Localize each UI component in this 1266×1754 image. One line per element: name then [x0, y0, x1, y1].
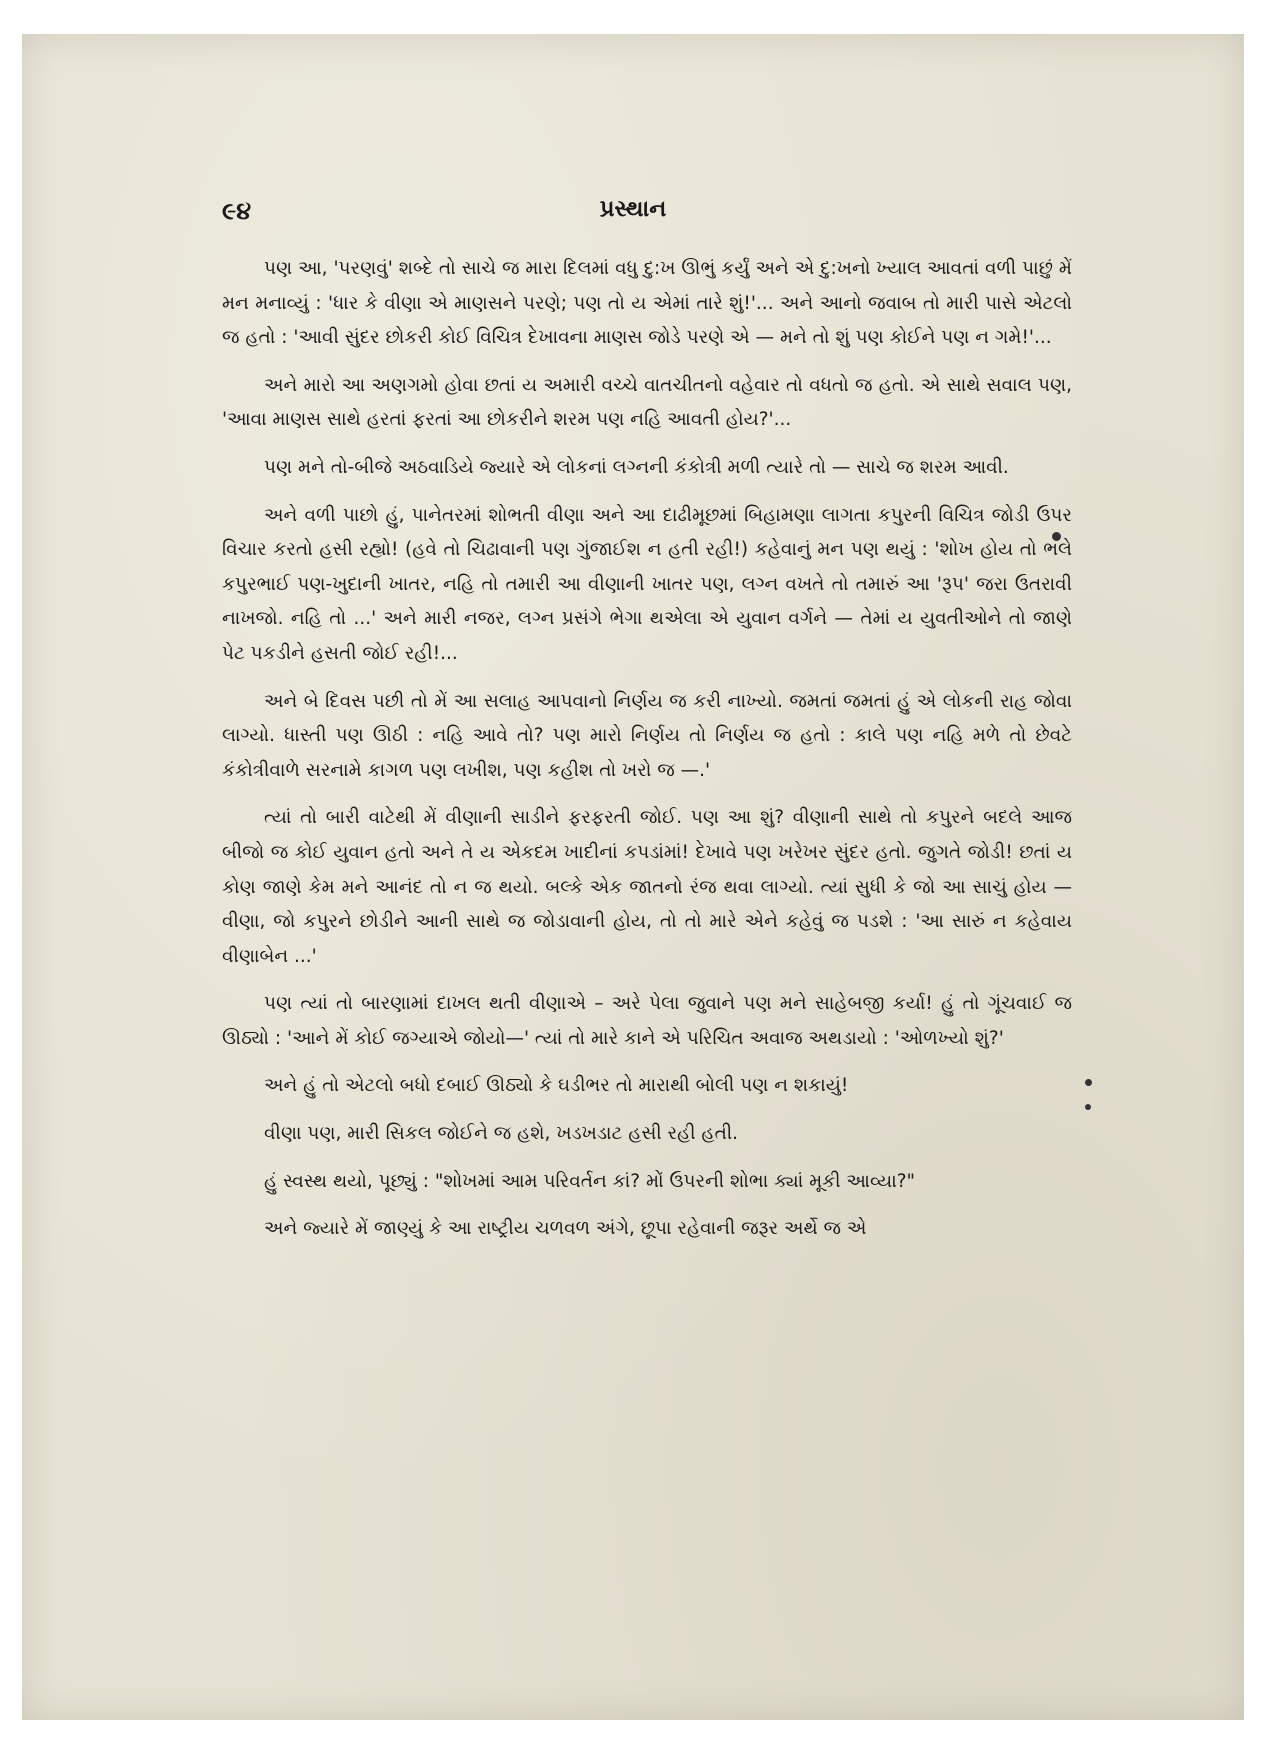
body-text: [222, 252, 1072, 1260]
running-title: પ્રસ્થાન: [599, 196, 667, 222]
paragraph: ત્યાં તો બારી વાટેથી મેં વીણાની સાડીને ફરફરતી જોઈ. પણ આ શું? વીણાની સાથે તો કપુરને બદલે આજ બીજો જ કોઈ યુવાન હતો અને તે ય એકદમ ખાદીનાં કપડાંમાં! દેખાવે પણ ખરેખર સુંદર હતો. જુગતે જોડી! છતાં ય કોણ જાણે કેમ મને આનંદ તો ન જ થયો. બલ્કે એક જાતનો રંજ થવા લાગ્યો. ત્યાં સુધી કે જો આ સાચું હોય — વીણા, જો કપુરને છોડીને આની સાથે જ જોડાવાની હોય, તો તો મારે એને કહેવું જ પડશે : 'આ સારું ન કહેવાય વીણાબેન ...': [222, 807, 1072, 967]
paragraph: વીણા પણ, મારી સિકલ જોઈને જ હશે, ખડખડાટ હસી રહી હતી.: [264, 1123, 739, 1145]
paragraph: પણ ત્યાં તો બારણામાં દાખલ થતી વીણાએ – અરે પેલા જુવાને પણ મને સાહેબજી કર્યા! હું તો ગૂંચવાઈ જ ઊઠ્યો : 'આને મેં કોઈ જગ્યાએ જોયો—' ત્યાં તો મારે કાને એ પરિચિત અવાજ અથડાયો : 'ઓળખ્યો શું?': [222, 993, 1072, 1049]
paragraph: અને મારો આ અણગમો હોવા છતાં ય અમારી વચ્ચે વાતચીતનો વહેવાર તો વધતો જ હતો. એ સાથે સવાલ પણ, 'આવા માણસ સાથે હરતાં ફરતાં આ છોકરીને શરમ પણ નહિ આવતી હોય?'...: [222, 374, 1072, 431]
paragraph: અને હું તો એટલો બધો દબાઈ ઊઠ્યો કે ઘડીભર તો મારાથી બોલી પણ ન શકાયું!: [264, 1075, 849, 1097]
paragraph: પણ મને તો-બીજે અઠવાડિયે જ્યારે એ લોકનાં લગ્નની કંકોત્રી મળી ત્યારે તો — સાચે જ શરમ આવી.: [264, 456, 1009, 478]
page-header: [0, 196, 1266, 230]
ink-speck: [1085, 1104, 1091, 1110]
paragraph: અને વળી પાછો હું, પાનેતરમાં શોભતી વીણા અને આ દાઢીમૂછમાં બિહામણા લાગતા કપુરની વિચિત્ર જોડી ઉપર વિચાર કરતો હસી રહ્યો! (હવે તો ચિઢાવાની પણ ગુંજાઈશ ન હતી રહી!) કહેવાનું મન પણ થયું : 'શોખ હોય તો ભલે કપુરભાઈ પણ-ખુદાની ખાતર, નહિ તો તમારી આ વીણાની ખાતર પણ, લગ્ન વખતે તો તમારું આ 'રૂપ' જરા ઉતરાવી નાખજો. નહિ તો ...' અને મારી નજર, લગ્ન પ્રસંગે ભેગા થએલા એ યુવાન વર્ગને — તેમાં ય યુવતીઓને તો જાણે પેટ પકડીને હસતી જોઈ રહી!...: [222, 504, 1072, 664]
paragraph: અને બે દિવસ પછી તો મેં આ સલાહ આપવાનો નિર્ણય જ કરી નાખ્યો. જમતાં જમતાં હું એ લોકની રાહ જોવા લાગ્યો. ધાસ્તી પણ ઊઠી : નહિ આવે તો? પણ મારો નિર્ણય તો નિર્ણય જ હતો : કાલે પણ નહિ મળે તો છેવટે કંકોત્રીવાળે સરનામે કાગળ પણ લખીશ, પણ કહીશ તો ખરો જ —.': [222, 690, 1072, 781]
ink-speck: [1085, 1079, 1092, 1086]
paragraph: હું સ્વસ્થ થયો, પૂછ્યું : "શોખમાં આમ પરિવર્તન કાં? મોં ઉપરની શોભા ક્યાં મૂકી આવ્યા?": [264, 1170, 916, 1192]
page-number: ૯૪: [222, 196, 252, 225]
paragraph: પણ આ, 'પરણવું' શબ્દે તો સાચે જ મારા દિલમાં વધુ દુ:ખ ઊભું કર્યું અને એ દુ:ખનો ખ્યાલ આવતાં વળી પાછું મેં મન મનાવ્યું : 'ધાર કે વીણા એ માણસને પરણે; પણ તો ય એમાં તારે શું!'... અને આનો જવાબ તો મારી પાસે એટલો જ હતો : 'આવી સુંદર છોકરી કોઈ વિચિત્ર દેખાવના માણસ જોડે પરણે એ — મને તો શું પણ કોઈને પણ ન ગમે!'...: [222, 258, 1072, 349]
paragraph: અને જ્યારે મેં જાણ્યું કે આ રાષ્ટ્રીય ચળવળ અંગે, છૂપા રહેવાની જરૂર અર્થે જ એ: [264, 1218, 867, 1240]
